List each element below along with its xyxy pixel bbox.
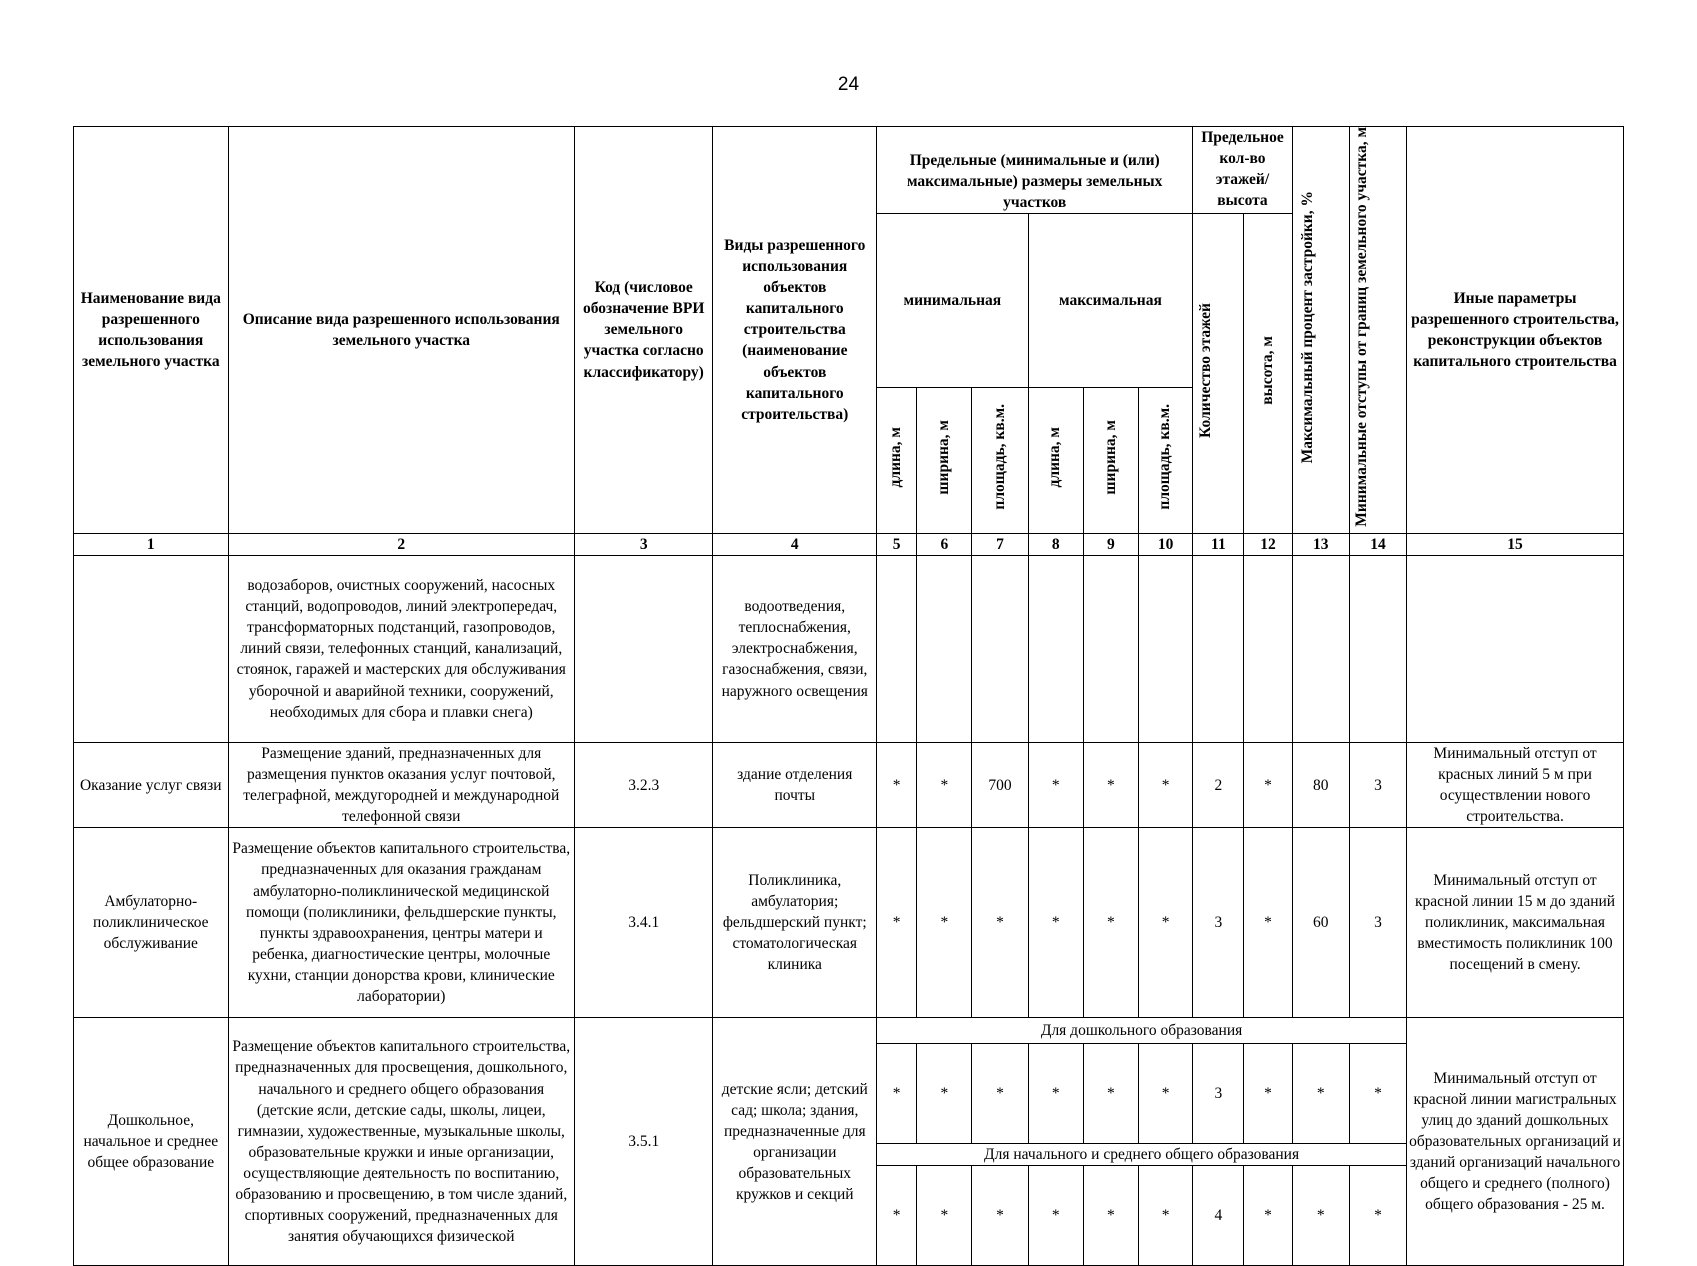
row-value: *	[917, 828, 972, 1018]
row-code: 3.2.3	[574, 742, 713, 827]
row-other	[1407, 555, 1624, 742]
row-other: Минимальный отступ от красных линий 5 м при осуществлении нового строительства.	[1407, 742, 1624, 827]
row-value: *	[1028, 1166, 1083, 1266]
row-value: *	[917, 1044, 972, 1144]
row-other: Минимальный отступ от красной линии 15 м до зданий поликлиник, максимальная вместимость поликлиник 100 посещений в смену.	[1407, 828, 1624, 1018]
header-objects: Виды разрешенного использования объектов капитального строительства (наименование объектов капитального строительства)	[713, 127, 877, 534]
column-number: 1	[74, 533, 229, 555]
column-number: 15	[1407, 533, 1624, 555]
row-value	[1193, 555, 1244, 742]
row-value: *	[1139, 828, 1193, 1018]
subheader-preschool: Для дошкольного образования	[877, 1018, 1407, 1044]
column-number: 9	[1083, 533, 1138, 555]
table-row	[74, 742, 1624, 827]
row-value	[1139, 555, 1193, 742]
row-value: *	[877, 1166, 917, 1266]
header-height: высота, м	[1244, 214, 1292, 534]
header-floors: Количество этажей	[1193, 214, 1244, 534]
row-value: *	[1292, 1044, 1349, 1144]
row-value: *	[917, 742, 972, 827]
row-other: Минимальный отступ от красной линии магистральных улиц до зданий дошкольных образовательных организаций и зданий организаций начального общего и среднего (полного) общего образования - 25 м.	[1407, 1018, 1624, 1266]
row-value: 3	[1349, 828, 1406, 1018]
row-value: *	[1139, 1044, 1193, 1144]
row-value: *	[917, 1166, 972, 1266]
column-number: 2	[228, 533, 574, 555]
row-value: *	[972, 1166, 1028, 1266]
header-sizes-group: Предельные (минимальные и (или) максимальные) размеры земельных участков	[877, 127, 1193, 214]
header-min: минимальная	[877, 214, 1029, 388]
row-value: *	[1349, 1044, 1406, 1144]
row-value: *	[1244, 742, 1292, 827]
row-value: 80	[1292, 742, 1349, 827]
row-objects: детские ясли; детский сад; школа; здания, предназначенные для организации образовательных кружков и секций	[713, 1018, 877, 1266]
row-name: Дошкольное, начальное и среднее общее образование	[74, 1018, 229, 1266]
row-objects: водоотведения, теплоснабжения, электроснабжения, газоснабжения, связи, наружного освещения	[713, 555, 877, 742]
header-min-length: длина, м	[877, 387, 917, 533]
row-value: *	[1244, 828, 1292, 1018]
regulations-table	[73, 126, 1624, 1266]
row-value: *	[1139, 742, 1193, 827]
row-code	[574, 555, 713, 742]
header-name: Наименование вида разрешенного использования земельного участка	[74, 127, 229, 534]
row-value: *	[1083, 828, 1138, 1018]
header-min-area: площадь, кв.м.	[972, 387, 1028, 533]
row-value	[1244, 555, 1292, 742]
row-name: Оказание услуг связи	[74, 742, 229, 827]
row-objects: здание отделения почты	[713, 742, 877, 827]
row-description: Размещение зданий, предназначенных для размещения пунктов оказания услуг почтовой, телеграфной, междугородней и международной телефонной связи	[228, 742, 574, 827]
row-value	[1083, 555, 1138, 742]
row-value: *	[1028, 742, 1083, 827]
header-max-percent: Максимальный процент застройки, %	[1292, 127, 1349, 534]
row-name: Амбулаторно-поликлиническое обслуживание	[74, 828, 229, 1018]
row-value: 3	[1349, 742, 1406, 827]
row-value	[1028, 555, 1083, 742]
header-max-width: ширина, м	[1083, 387, 1138, 533]
column-number: 10	[1139, 533, 1193, 555]
row-description: водозаборов, очистных сооружений, насосных станций, водопроводов, линий электропередач, трансформаторных подстанций, газопроводов, линий связи, телефонных станций, канализаций, стоянок, гаражей и мастерских для обслуживания уборочной и аварийной техники, сооружений, необходимых для сбора и плавки снега)	[228, 555, 574, 742]
column-number: 12	[1244, 533, 1292, 555]
row-value: *	[877, 742, 917, 827]
row-value: *	[1083, 1166, 1138, 1266]
row-value: *	[972, 1044, 1028, 1144]
row-value: *	[1244, 1166, 1292, 1266]
column-number: 4	[713, 533, 877, 555]
row-value: 60	[1292, 828, 1349, 1018]
row-value: 4	[1193, 1166, 1244, 1266]
row-value: 700	[972, 742, 1028, 827]
table-row	[74, 828, 1624, 1018]
row-value	[972, 555, 1028, 742]
row-value: *	[877, 1044, 917, 1144]
row-value: *	[1292, 1166, 1349, 1266]
row-value: 3	[1193, 828, 1244, 1018]
row-value: *	[1083, 742, 1138, 827]
row-description: Размещение объектов капитального строительства, предназначенных для оказания гражданам амбулаторно-поликлинической медицинской помощи (поликлиники, фельдшерские пункты, пункты здравоохранения, центры матери и ребенка, диагностические центры, молочные кухни, станции донорства крови, клинические лаборатории)	[228, 828, 574, 1018]
header-code: Код (числовое обозначение ВРИ земельного участка согласно классификатору)	[574, 127, 713, 534]
page-number: 24	[837, 74, 860, 95]
header-description: Описание вида разрешенного использования земельного участка	[228, 127, 574, 534]
header-max-length: длина, м	[1028, 387, 1083, 533]
row-value: *	[972, 828, 1028, 1018]
header-min-setbacks: Минимальные отступы от границ земельного участка, м	[1349, 127, 1406, 534]
row-value	[917, 555, 972, 742]
header-floors-group: Предельное кол-во этажей/ высота	[1193, 127, 1292, 214]
row-value: *	[1028, 828, 1083, 1018]
header-max: максимальная	[1028, 214, 1193, 388]
row-code: 3.5.1	[574, 1018, 713, 1266]
row-value: *	[1244, 1044, 1292, 1144]
column-number: 7	[972, 533, 1028, 555]
row-value	[1292, 555, 1349, 742]
table-row	[74, 555, 1624, 742]
column-number: 11	[1193, 533, 1244, 555]
row-value	[877, 555, 917, 742]
row-value: 2	[1193, 742, 1244, 827]
column-number: 14	[1349, 533, 1406, 555]
header-min-width: ширина, м	[917, 387, 972, 533]
column-number: 6	[917, 533, 972, 555]
header-other-params: Иные параметры разрешенного строительства, реконструкции объектов капитального строительства	[1407, 127, 1624, 534]
column-number: 13	[1292, 533, 1349, 555]
row-value: *	[1083, 1044, 1138, 1144]
header-max-area: площадь, кв.м.	[1139, 387, 1193, 533]
row-value: *	[1028, 1044, 1083, 1144]
row-code: 3.4.1	[574, 828, 713, 1018]
column-number: 5	[877, 533, 917, 555]
column-number: 8	[1028, 533, 1083, 555]
row-value: 3	[1193, 1044, 1244, 1144]
row-value: *	[877, 828, 917, 1018]
row-objects: Поликлиника, амбулатория; фельдшерский пункт; стоматологическая клиника	[713, 828, 877, 1018]
row-value: *	[1139, 1166, 1193, 1266]
row-value	[1349, 555, 1406, 742]
row-description: Размещение объектов капитального строительства, предназначенных для просвещения, дошкольного, начального и среднего общего образования (детские ясли, детские сады, школы, лицеи, гимназии, художественные, музыкальные школы, образовательные кружки и иные организации, осуществляющие деятельность по воспитанию, образованию и просвещению, в том числе зданий, спортивных сооружений, предназначенных для занятия обучающихся физической	[228, 1018, 574, 1266]
subheader-general-education: Для начального и среднего общего образования	[877, 1144, 1407, 1166]
column-number: 3	[574, 533, 713, 555]
table-row	[74, 1018, 1624, 1044]
row-value: *	[1349, 1166, 1406, 1266]
row-name	[74, 555, 229, 742]
